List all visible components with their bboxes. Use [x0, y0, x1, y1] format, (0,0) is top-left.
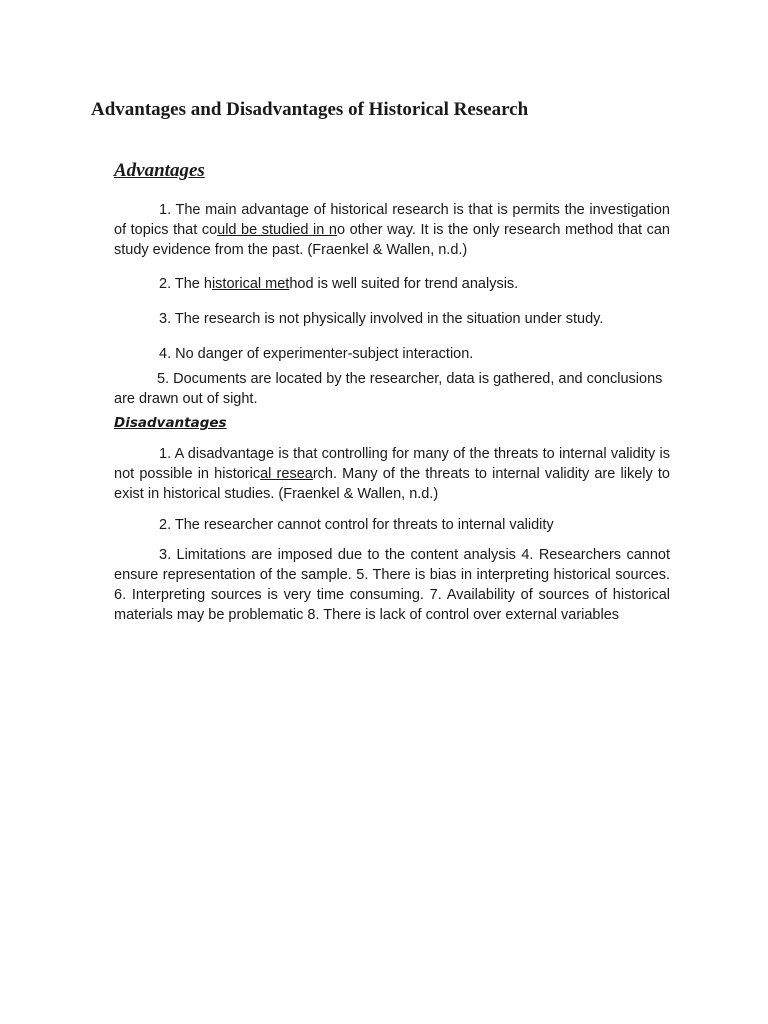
advantage-item-2-underlined: istorical met	[211, 276, 290, 292]
advantage-item-2	[114, 274, 670, 294]
advantage-item-4: 4. No danger of experimenter-subject interaction.	[159, 346, 474, 362]
advantage-item-1-underlined: uld be studied in n	[217, 222, 337, 238]
advantage-item-5: 5. Documents are located by the researcher, data is gathered, and conclusions are drawn out of sight.	[114, 371, 663, 407]
advantage-item-1-text-a: 1. The main advantage of historical research is that is permits the investigation of topics that co	[114, 202, 670, 238]
advantage-item-1	[114, 200, 670, 260]
advantages-heading: Advantages	[114, 160, 205, 181]
disadvantage-item-2: 2. The researcher cannot control for threats to internal validity	[159, 517, 554, 533]
document-title: Advantages and Disadvantages of Historical Research	[91, 99, 529, 120]
disadvantage-item-1-underlined: al resea	[260, 466, 313, 482]
disadvantage-item-3: 3. Limitations are imposed due to the content analysis 4. Researchers cannot ensure representation of the sample. 5. There is bias in interpreting historical sources. 6. Interpreting sources is very time consuming. 7. Availability of sources of historical materials may be problematic 8. There is lack of control over external variables	[114, 547, 670, 623]
advantage-item-2-text-b: hod is well suited for trend analysis.	[289, 276, 519, 292]
disadvantage-item-1-text-b: rch. Many of the threats to internal validity are likely to exist in historical studies. (Fraenkel & Wallen, n.d.)	[114, 466, 670, 502]
advantage-item-3: 3. The research is not physically involved in the situation under study.	[159, 311, 604, 327]
advantage-item-2-text-a: 2. The h	[159, 276, 212, 292]
disadvantage-item-1-text-a: 1. A disadvantage is that controlling for many of the threats to internal validity is not possible in historic	[114, 446, 670, 482]
advantage-item-1-text-b: o other way. It is the only research method that can study evidence from the past. (Fraenkel & Wallen, n.d.)	[114, 222, 670, 258]
disadvantages-heading: Disadvantages	[114, 415, 227, 431]
disadvantage-item-1	[114, 444, 670, 504]
